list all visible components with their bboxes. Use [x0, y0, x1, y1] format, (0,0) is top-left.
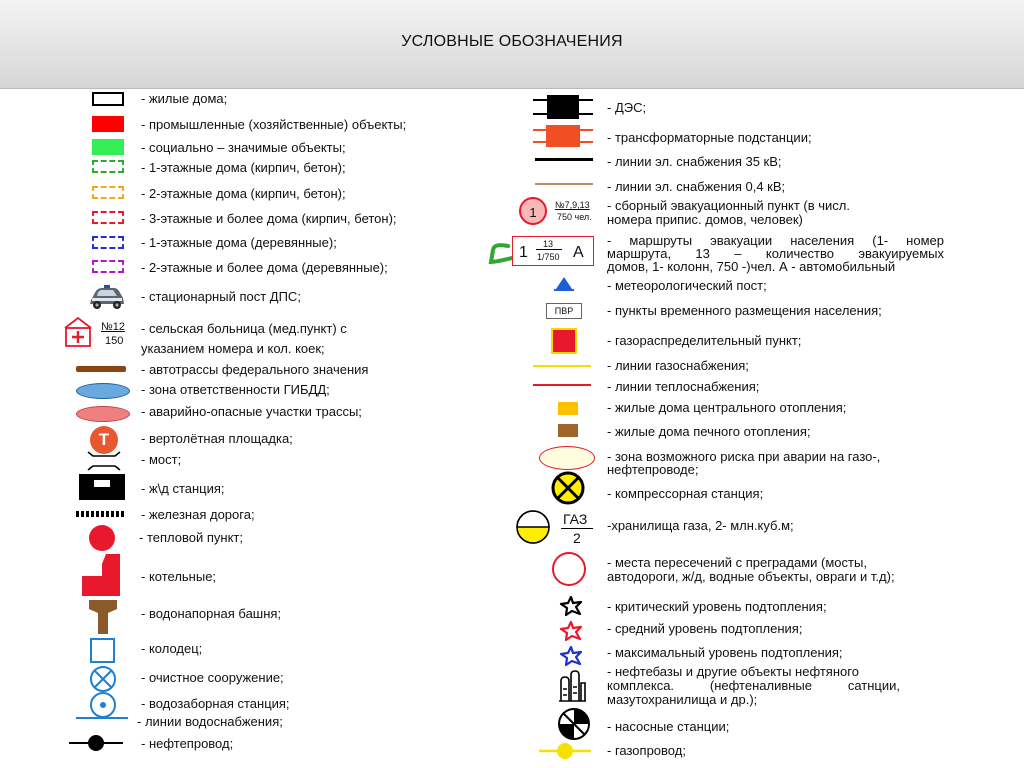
legend-gas-storage: -хранилища газа, 2- млн.куб.м; — [607, 518, 794, 533]
wood2-symbol — [92, 260, 124, 274]
gas-point-icon — [551, 328, 577, 354]
legend-gas-pipe: - газопровод; — [607, 743, 686, 758]
legend-danger: - аварийно-опасные участки трассы; — [141, 404, 362, 419]
railway-icon — [76, 511, 126, 517]
water-tower-icon — [87, 600, 119, 634]
legend-hospital-line1: - сельская больница (мед.пункт) с — [141, 321, 347, 336]
assembly-people: 750 чел. — [557, 212, 592, 222]
legend-dps: - стационарный пост ДПС; — [141, 289, 301, 304]
well-icon — [90, 638, 115, 663]
legend-meteo: - метеорологический пост; — [607, 278, 767, 293]
gas-storage-label: ГАЗ — [563, 511, 588, 527]
legend-risk-line2: нефтепроводе; — [607, 462, 699, 477]
route-box — [512, 236, 594, 266]
route-number: 1 — [519, 244, 528, 261]
oil-pipe-icon — [69, 733, 123, 753]
legend-gibdd: - зона ответственности ГИБДД; — [141, 382, 330, 397]
danger-zone-symbol — [76, 406, 130, 422]
hospital-beds: 150 — [105, 335, 124, 347]
highway-symbol — [76, 366, 126, 372]
legend-routes-line3: домов, 1- колонн, 750 -)чел. А - автомобильный — [607, 259, 896, 274]
station-icon — [79, 474, 125, 502]
legend-brick3: - 3-этажные и более дома (кирпич, бетон); — [141, 211, 397, 226]
legend-social: - социально – значимые объекты; — [141, 140, 346, 155]
pump-icon — [557, 707, 591, 741]
legend-crossing-line1: - места пересечений с преградами (мосты, — [607, 555, 867, 570]
boiler-icon — [80, 552, 122, 596]
house-symbol — [92, 92, 124, 106]
industrial-symbol — [92, 116, 124, 132]
legend-treatment: - очистное сооружение; — [141, 670, 284, 685]
legend-flood-mid: - средний уровень подтопления; — [607, 621, 803, 636]
legend-tower: - водонапорная башня; — [141, 606, 282, 621]
route-columns: 1/750 — [537, 252, 560, 262]
central-heating-symbol — [558, 402, 578, 415]
legend-brick2: - 2-этажные дома (кирпич, бетон); — [141, 186, 346, 201]
legend-routes-line1: - маршруты эвакуации населения (1- номер — [607, 233, 944, 248]
legend-bridge: - мост; — [141, 452, 182, 467]
legend-assembly-line2: номера припис. домов, человек) — [607, 212, 803, 227]
legend-oil-pipe: - нефтепровод; — [141, 736, 234, 751]
legend-risk-line1: - зона возможного риска при аварии на газо-, — [607, 449, 881, 464]
gas-storage-divider — [561, 528, 593, 529]
legend-hospital-line2: указанием номера и кол. коек; — [141, 341, 325, 356]
legend-wood1: - 1-этажные дома (деревянные); — [141, 235, 337, 250]
heat-line-symbol — [533, 384, 591, 386]
legend-des: - ДЭС; — [607, 100, 647, 115]
assembly-number: 1 — [529, 205, 537, 220]
water-line-icon — [76, 717, 128, 719]
legend-transformer: - трансформаторные подстанции; — [607, 130, 812, 145]
flood-critical-star-icon — [559, 595, 583, 617]
stove-heating-symbol — [558, 424, 578, 437]
route-houses: 13 — [543, 239, 554, 249]
gas-line-symbol — [533, 365, 591, 367]
legend-gas-line: - линии газоснабжения; — [607, 358, 749, 373]
brick1-symbol — [92, 160, 124, 174]
legend-railway: - железная дорога; — [141, 507, 255, 522]
intake-dot-circle-icon — [89, 691, 117, 719]
assembly-houses: №7,9,13 — [555, 200, 590, 210]
legend-flood-max: - максимальный уровень подтопления; — [607, 645, 843, 660]
gas-storage-volume: 2 — [573, 530, 581, 546]
flood-max-star-icon — [559, 645, 583, 667]
line-04kv-symbol — [535, 183, 593, 185]
gas-pipe-icon — [537, 740, 593, 762]
wood1-symbol — [92, 236, 124, 250]
des-icon — [533, 95, 593, 119]
crossing-circle-icon — [552, 552, 586, 586]
treatment-x-circle-icon — [89, 665, 117, 693]
compressor-icon — [551, 471, 585, 505]
legend-routes-line2: маршрута, 13 – количество эвакуируемых — [607, 246, 944, 261]
page-title: УСЛОВНЫЕ ОБОЗНАЧЕНИЯ — [401, 33, 623, 50]
legend-stove-heat: - жилые дома печного отопления; — [607, 424, 811, 439]
legend-line04: - линии эл. снабжения 0,4 кВ; — [607, 179, 786, 194]
helipad-letter: Т — [98, 430, 110, 449]
route-arrow-icon — [486, 240, 512, 266]
legend-assembly-line1: - сборный эвакуационный пункт (в числ. — [607, 198, 850, 213]
legend-pvr: - пункты временного размещения населения; — [607, 303, 882, 318]
legend-industrial: - промышленные (хозяйственные) объекты; — [141, 117, 407, 132]
flood-mid-star-icon — [559, 620, 583, 642]
legend-well: - колодец; — [141, 641, 203, 656]
legend-gas-point: - газораспределительный пункт; — [607, 333, 802, 348]
legend-highway: - автотрассы федерального значения — [141, 362, 369, 377]
route-divider — [536, 249, 562, 250]
assembly-point-icon — [519, 197, 599, 227]
legend-brick1: - 1-этажные дома (кирпич, бетон); — [141, 160, 346, 175]
route-letter: А — [573, 244, 584, 261]
brick3-symbol — [92, 211, 124, 225]
gas-storage-icon — [515, 509, 551, 545]
gibdd-zone-symbol — [76, 383, 130, 399]
legend-heli: - вертолётная площадка; — [141, 431, 293, 446]
legend-crossing-line2: автодороги, ж/д, водные объекты, овраги и т.д); — [607, 569, 895, 584]
header-bar — [0, 0, 1024, 89]
heat-point-icon — [89, 525, 115, 551]
legend-compressor: - компрессорная станция; — [607, 486, 764, 501]
assembly-circle — [519, 197, 547, 225]
legend-water-line: - линии водоснабжения; — [137, 714, 283, 729]
legend-boiler: - котельные; — [141, 569, 217, 584]
pvr-text: ПВР — [554, 306, 574, 316]
transformer-icon — [533, 124, 593, 148]
pvr-label-box — [546, 303, 582, 319]
hospital-icon — [63, 316, 129, 350]
oil-base-icon — [557, 667, 587, 703]
legend-station: - ж\д станция; — [141, 481, 225, 496]
legend-oil-line2: комплекса. (нефтеналивные сатнции, — [607, 678, 900, 693]
legend-heat-line: - линии теплоснабжения; — [607, 379, 760, 394]
legend-houses: - жилые дома; — [141, 91, 228, 106]
legend-oil-line1: - нефтебазы и другие объекты нефтяного — [607, 664, 859, 679]
risk-zone-symbol — [539, 446, 595, 470]
brick2-symbol — [92, 186, 124, 200]
legend-heat-point: - тепловой пункт; — [139, 530, 243, 545]
legend-oil-line3: мазутохранилища и др.); — [607, 692, 758, 707]
legend-intake: - водозаборная станция; — [141, 696, 290, 711]
legend-pump: - насосные станции; — [607, 719, 730, 734]
police-car-icon — [88, 284, 126, 312]
social-symbol — [92, 139, 124, 155]
line-35kv-symbol — [535, 158, 593, 161]
bridge-icon — [84, 450, 124, 472]
hospital-number: №12 — [101, 321, 126, 333]
legend-central-heat: - жилые дома центрального отопления; — [607, 400, 847, 415]
meteo-triangle-icon — [554, 276, 574, 292]
legend-wood2: - 2-этажные и более дома (деревянные); — [141, 260, 388, 275]
legend-flood-critical: - критический уровень подтопления; — [607, 599, 827, 614]
legend-line35: - линии эл. снабжения 35 кВ; — [607, 154, 782, 169]
